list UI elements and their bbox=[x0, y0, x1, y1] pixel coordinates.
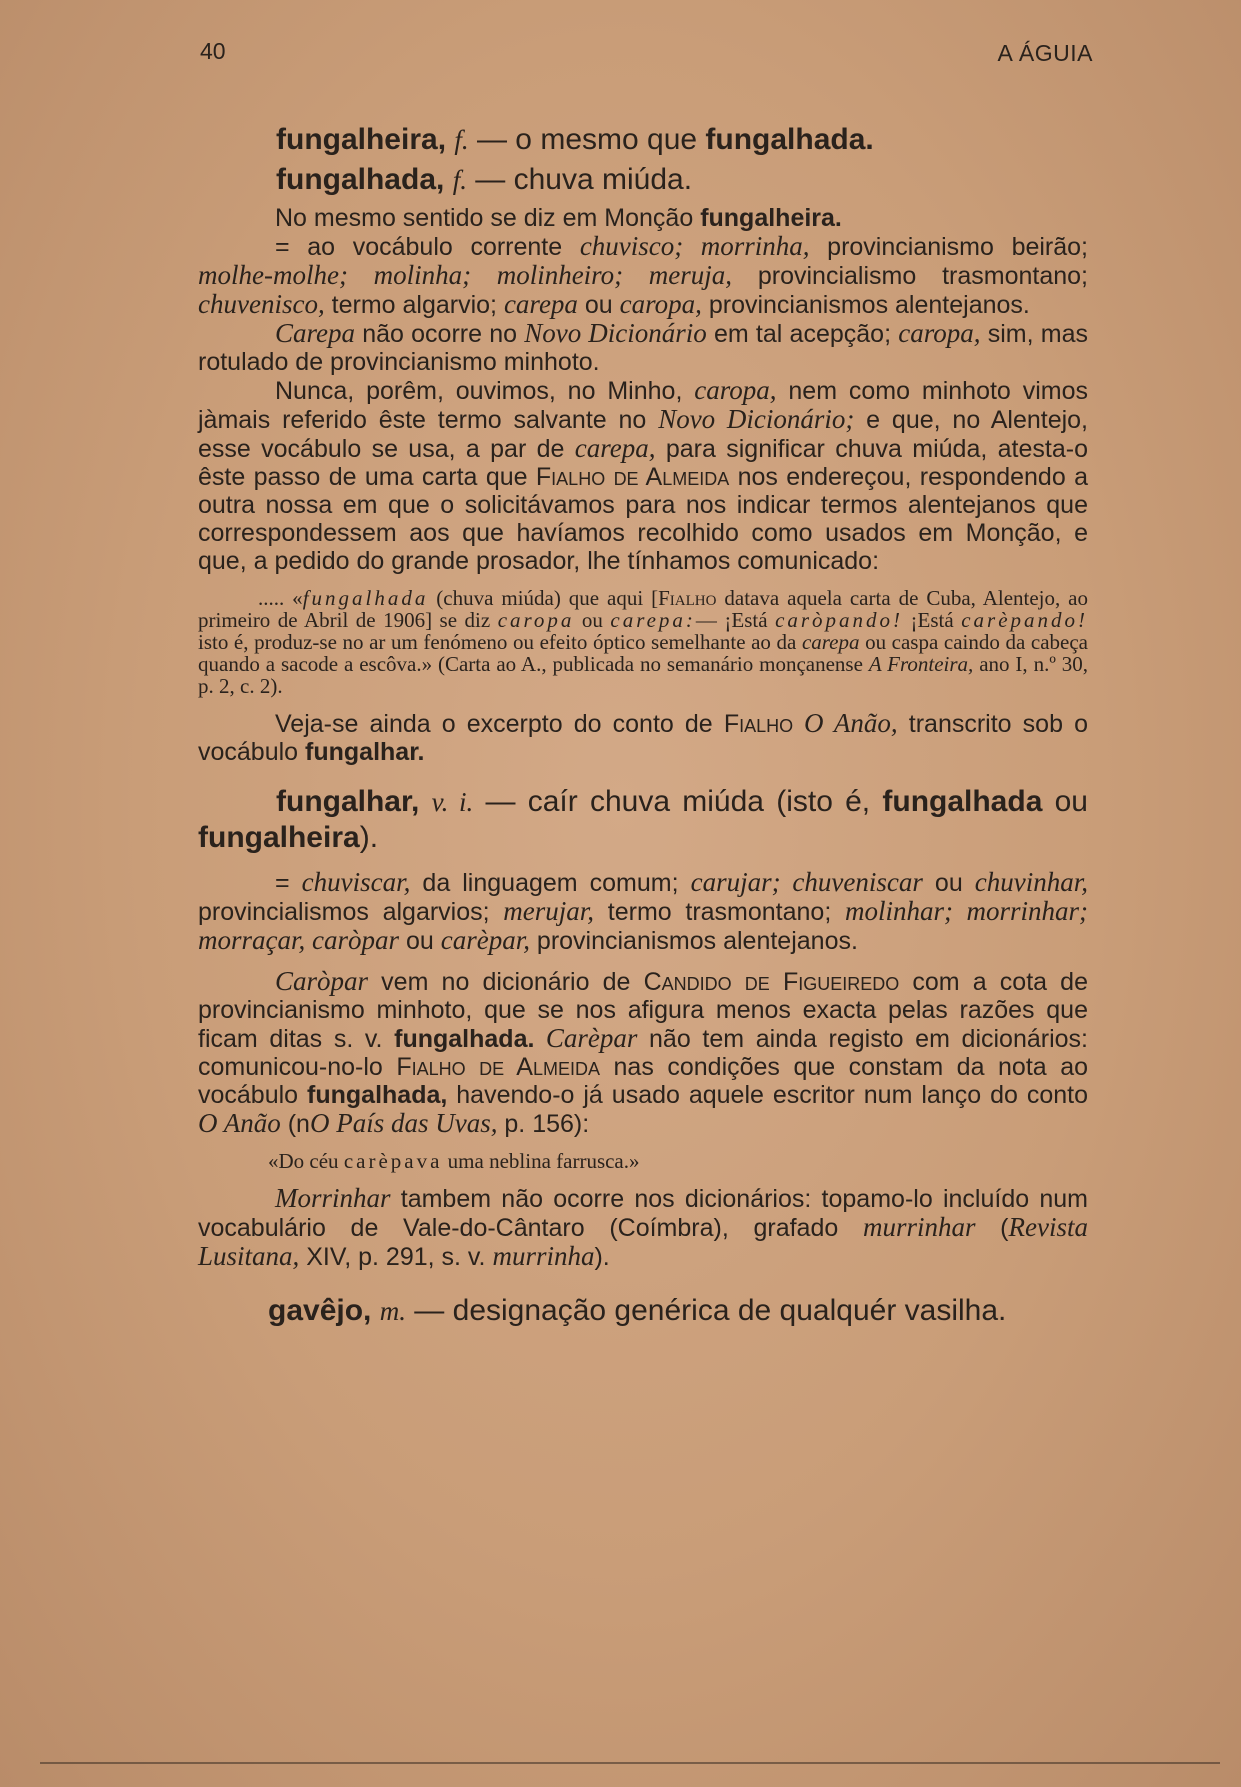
quotation: «Do céu carèpava uma neblina farrusca.» bbox=[268, 1149, 640, 1173]
paragraph: Carepa não ocorre no Novo Dicionário em tal acepção; caropa, sim, mas rotulado de provincianismo minhoto. bbox=[198, 318, 1088, 376]
dictionary-text bbox=[198, 120, 1088, 1331]
entry-fungalhada bbox=[198, 160, 1088, 200]
bottom-rule bbox=[40, 1762, 1220, 1764]
entry-fungalheira: fungalheira, f. — o mesmo que fungalhada. bbox=[276, 123, 874, 156]
paragraph: = chuviscar, da linguagem comum; carujar; chuveniscar ou chuvinhar, provincialismos algarvios; merujar, termo trasmontano; molinhar; morrinhar; morraçar, caròpar ou carèpar, provincianismos alentejanos. bbox=[198, 867, 1089, 955]
headword: gavêjo, bbox=[268, 1294, 372, 1327]
entry-fungalhar: fungalhar, v. i. — caír chuva miúda (isto é, fungalhada ou fungalheira). bbox=[198, 785, 1088, 854]
running-title: A ÁGUIA bbox=[997, 40, 1093, 66]
headword: fungalhar, bbox=[276, 785, 420, 818]
gender: f. bbox=[452, 165, 467, 195]
definition: — designação genérica de qualquér vasilha. bbox=[405, 1294, 1007, 1327]
paragraph: Veja-se ainda o excerpto do conto de Fialho O Anão, transcrito sob o vocábulo fungalhar. bbox=[198, 708, 1088, 766]
headword: fungalheira, bbox=[276, 123, 447, 156]
paragraph: Caròpar vem no dicionário de Candido de Figueiredo com a cota de provincianismo minhoto, que se nos afigura menos exacta pelas razões que ficam ditas s. v. fungalhada. Carèpar não tem ainda registo em dicionários: comunicou-no-lo Fialho de Almeida nas condições que constam da nota ao vocábulo fungalhada, havendo-o já usado aquele escritor num lanço do conto O Anão (nO País das Uvas, p. 156): bbox=[198, 966, 1089, 1138]
headword: fungalhada, bbox=[276, 163, 445, 196]
cross-reference: fungalhada. bbox=[705, 123, 874, 156]
gender: f. bbox=[454, 125, 469, 155]
paragraph: = ao vocábulo corrente chuvisco; morrinha, provincianismo beirão; molhe-molhe; molinha; molinheiro; meruja, provincialismo trasmontano; chuvenisco, termo algarvio; carepa ou caropa, provincianismos alentejanos. bbox=[198, 231, 1089, 319]
entry-gavejo: gavêjo, m. — designação genérica de qualquér vasilha. bbox=[268, 1294, 1007, 1327]
paragraph: Nunca, porêm, ouvimos, no Minho, caropa, nem como minhoto vimos jàmais referido êste termo salvante no Novo Dicionário; e que, no Alentejo, esse vocábulo se usa, a par de carepa, para significar chuva miúda, atesta-o êste passo de uma carta que Fialho de Almeida nos endereçou, respondendo a outra nossa em que o solicitávamos para nos indicar termos alentejanos que correspondessem aos que havíamos recolhido como usados em Monção, e que, a pedido do grande prosador, lhe tínhamos comunicado: bbox=[198, 375, 1089, 575]
definition: — chuva miúda. bbox=[466, 163, 693, 196]
quotation: ..... «fungalhada (chuva miúda) que aqui [Fialho datava aquela carta de Cuba, Alentejo, ao primeiro de Abril de 1906] se diz caropa ou carepa:— ¡Está caròpando! ¡Está carèpando! isto é, produz-se no ar um fenómeno ou efeito óptico semelhante ao da carepa ou caspa caindo da cabeça quando a sacode a escôva.» (Carta ao A., publicada no semanário monçanense A Fronteira, ano I, n.º 30, p. 2, c. 2). bbox=[198, 586, 1089, 698]
paragraph: No mesmo sentido se diz em Monção fungalheira. bbox=[275, 204, 842, 232]
paragraph: Morrinhar tambem não ocorre nos dicionários: topamo-lo incluído num vocabulário de Vale-do-Cântaro (Coímbra), grafado murrinhar (Revista Lusitana, XIV, p. 291, s. v. murrinha). bbox=[198, 1183, 1088, 1271]
page-header bbox=[0, 38, 1241, 78]
page-number: 40 bbox=[200, 38, 226, 64]
